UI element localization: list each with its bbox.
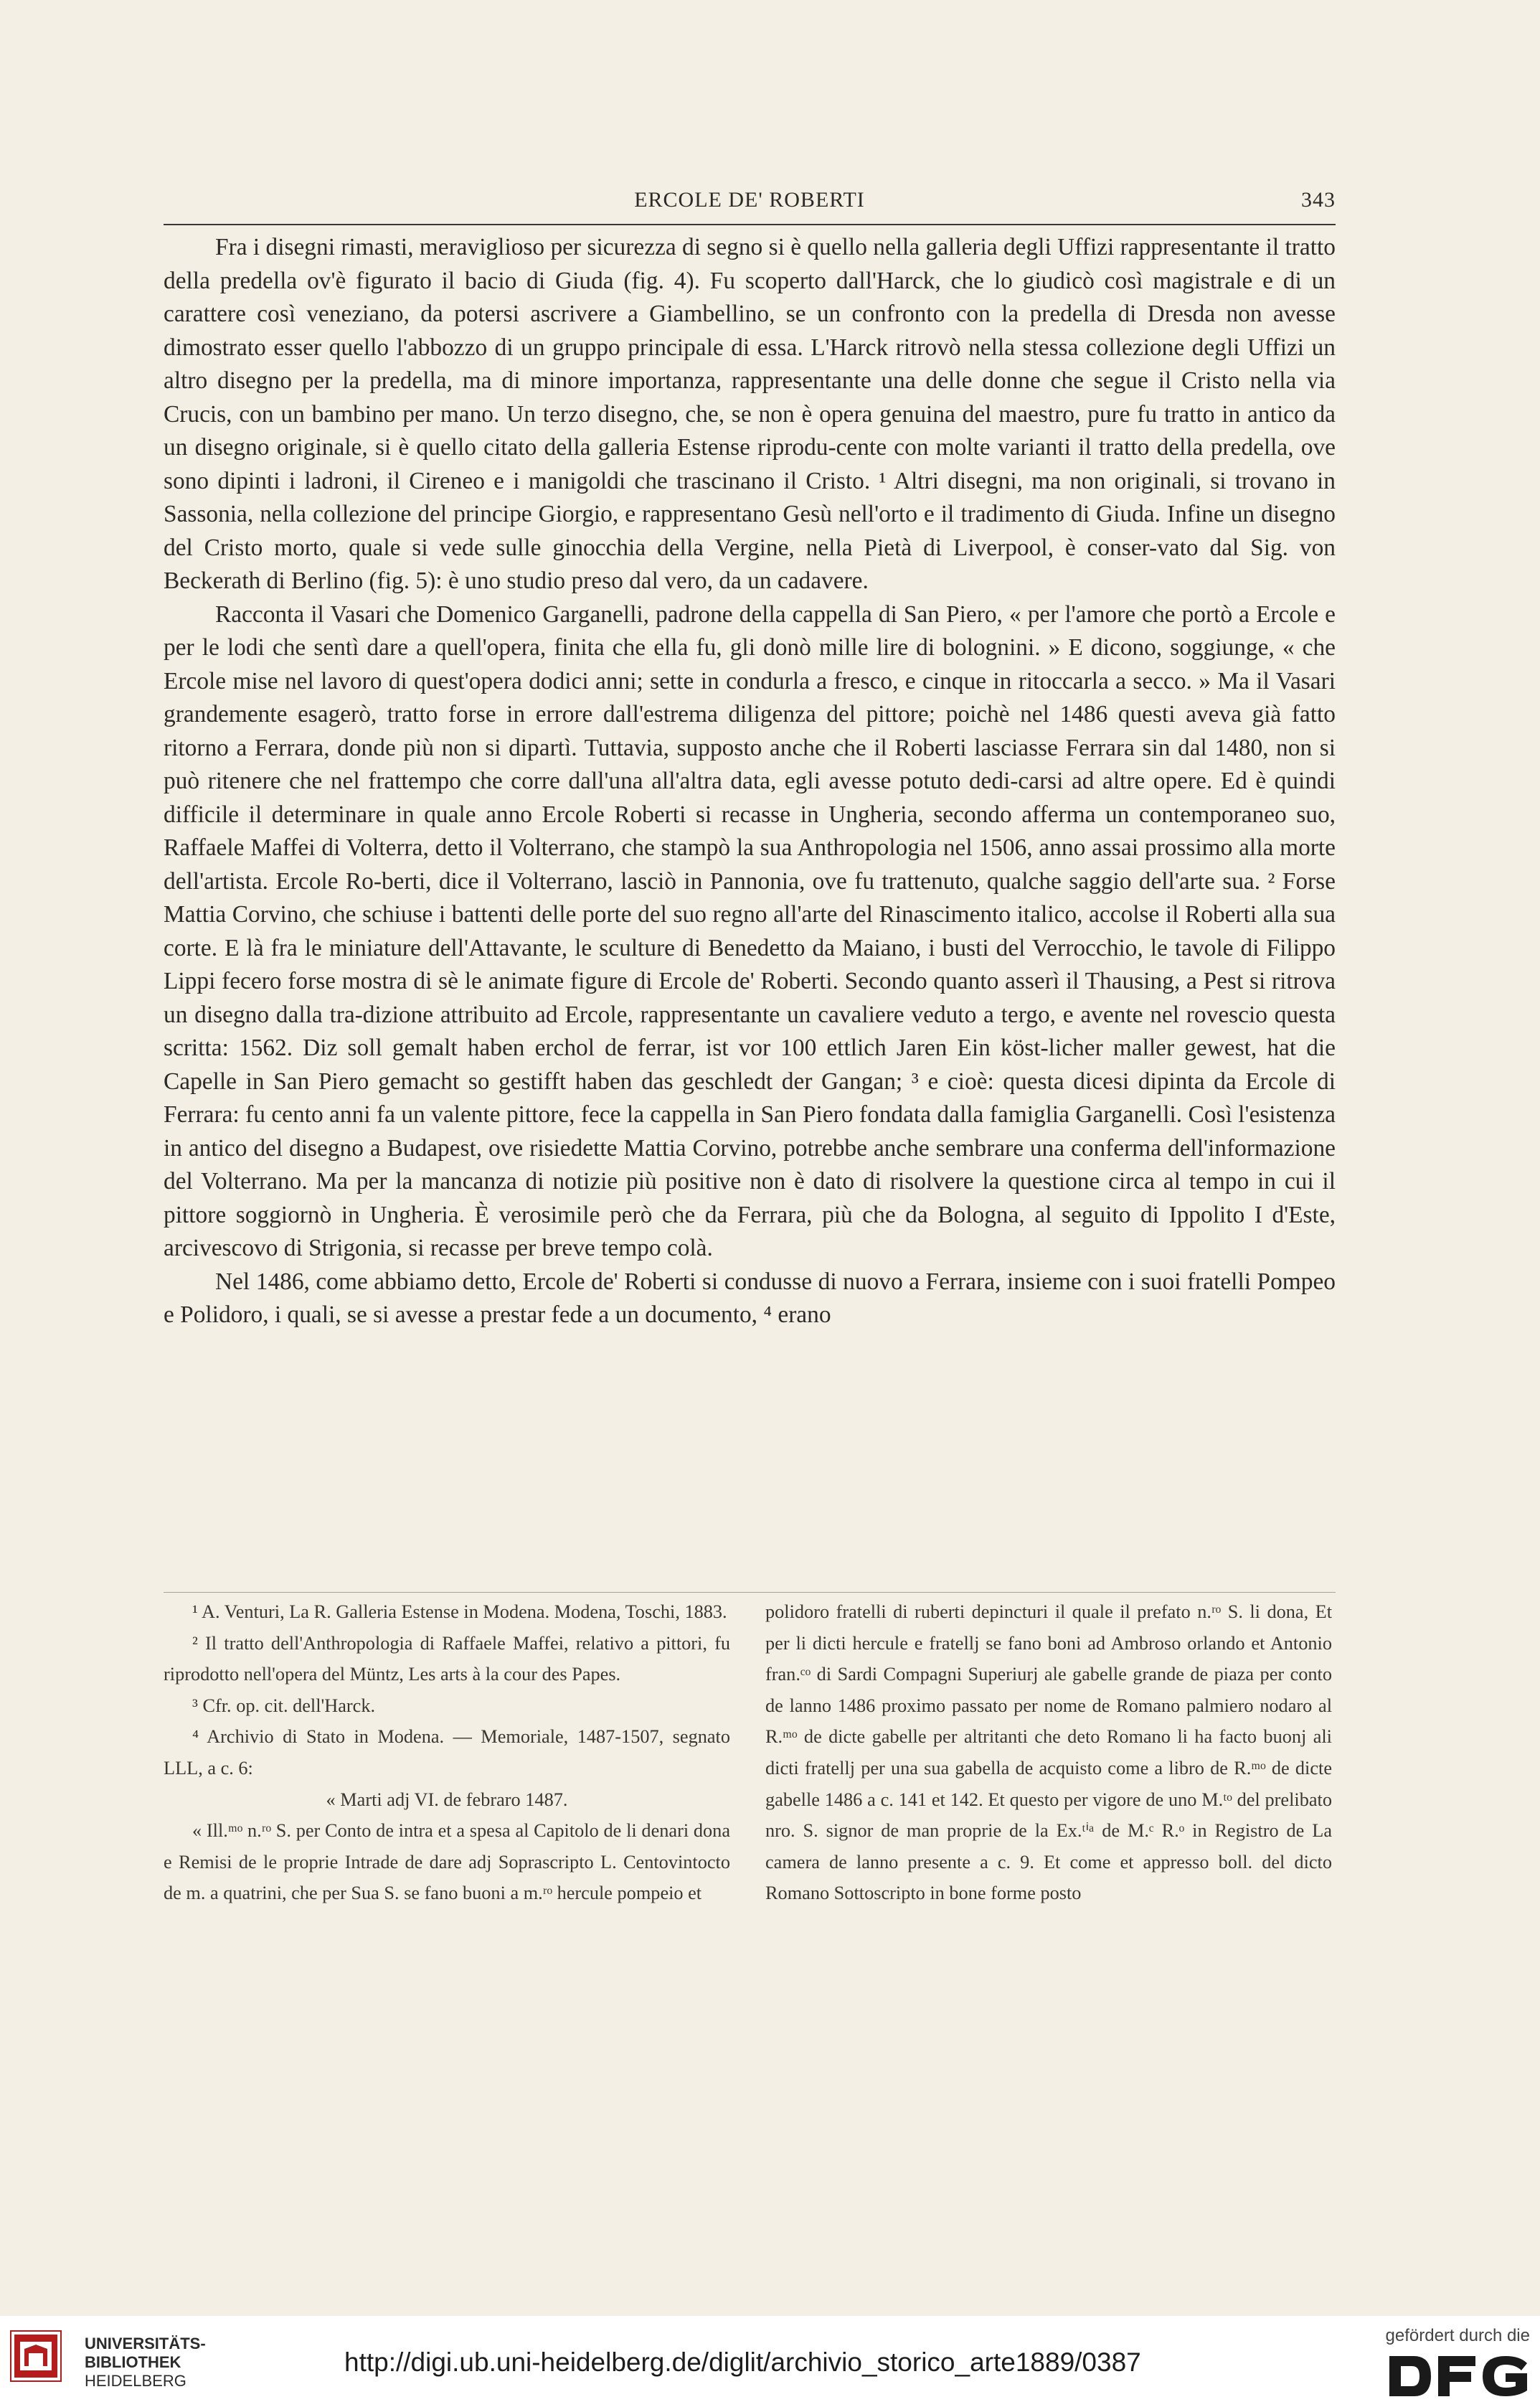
footnote-quote-line: « Marti adj VI. de febraro 1487.: [326, 1789, 568, 1810]
running-title: ERCOLE DE' ROBERTI: [634, 188, 865, 212]
footnote: ¹ A. Venturi, La R. Galleria Estense in Modena. Modena, Toschi, 1883.: [192, 1601, 727, 1622]
paragraph: Nel 1486, come abbiamo detto, Ercole de' Roberti si condusse di nuovo a Ferrara, insieme con i suoi fratelli Pompeo e Polidoro, i quali, se si avesse a prestar fede a un documento, ⁴ erano: [164, 1268, 1336, 1328]
university-seal-icon: [10, 2330, 62, 2382]
running-header: [164, 188, 1336, 224]
funder-label: gefördert durch die: [1385, 2326, 1530, 2345]
footnote: ⁴ Archivio di Stato in Modena. — Memoriale, 1487-1507, segnato LLL, a c. 6:: [164, 1726, 730, 1779]
digitization-footer: [0, 2316, 1540, 2407]
funder-block[interactable]: [1379, 2326, 1530, 2401]
footnotes-left-column: [164, 1596, 730, 1909]
paragraph: Racconta il Vasari che Domenico Garganelli, padrone della cappella di San Piero, « per l'amore che portò a Ercole e per le lodi che sentì dare a quell'opera, finita che ella fu, gli donò mille lire di bolognini. » E dicono, soggiunge, « che Ercole mise nel lavoro di quest'opera dodici anni; sette in condurla a fresco, e cinque in ritoccarla a secco. » Ma il Vasari grandemente esagerò, tratto forse in errore dall'estrema diligenza del pittore; poichè nel 1486 questi aveva già fatto ritorno a Ferrara, donde più non si dipartì. Tuttavia, supposto anche che il Roberti lasciasse Ferrara sin dal 1480, non si può ritenere che nel frattempo che corre dall'una all'altra data, egli avesse potuto dedi-carsi ad altre opere. Ed è quindi difficile il determinare in quale anno Ercole Roberti si recasse in Ungheria, secondo afferma un contemporaneo suo, Raffaele Maffei di Volterra, detto il Volterrano, che stampò la sua Anthropologia nel 1506, anno assai prossimo alla morte dell'artista. Ercole Ro-berti, dice il Volterrano, lasciò in Pannonia, ove fu trattenuto, qualche saggio dell'arte sua. ² Forse Mattia Corvino, che schiuse i battenti delle porte del suo regno all'arte del Rinascimento italico, accolse il Roberti alla sua corte. E là fra le miniature dell'Attavante, le sculture di Benedetto da Maiano, i busti del Verrocchio, le tavole di Filippo Lippi fecero forse mostra di sè le animate figure di Ercole de' Roberti. Secondo quanto asserì il Thausing, a Pest si ritrova un disegno dalla tra-dizione attribuito ad Ercole, rappresentante un cavaliere veduto a tergo, e avente nel rovescio questa scritta: 1562. Diz soll gemalt haben erchol de ferrar, ist vor 100 ettlich Jaren Ein köst-licher maller gewest, hat die Capelle in San Piero gemacht so gestifft haben das geschledt der Gangan; ³ e cioè: questa dicesi dipinta da Ercole di Ferrara: fu cento anni fa un valente pittore, fece la cappella in San Piero fondata dalla famiglia Garganelli. Così l'esistenza in antico del disegno a Budapest, ove risiedette Mattia Corvino, potrebbe anche sembrare una conferma dell'informazione del Volterrano. Ma per la mancanza di notizie più positive non è dato di risolvere la questione circa al tempo in cui il pittore soggiornò in Ungheria. È verosimile però che da Ferrara, più che da Bologna, al seguito di Ippolito I d'Este, arcivescovo di Strigonia, si recasse per breve tempo colà.: [164, 600, 1336, 1261]
footnote: ² Il tratto dell'Anthropologia di Raffaele Maffei, relativo a pittori, fu riprodotto nell'opera del Müntz, Les arts à la cour des Papes.: [164, 1632, 730, 1685]
main-text: [164, 231, 1336, 1332]
header-rule: [164, 224, 1336, 225]
page-number: 343: [1301, 188, 1336, 212]
footnote: « Ill.ᵐᵒ n.ʳᵒ S. per Conto de intra et a spesa al Capitolo de li denari dona e Remisi de le proprie Intrade de dare adj Soprascripto L. Centovintocto de m. a quatrini, che per Sua S. se fano buoni a m.ʳᵒ hercule pompeio et: [164, 1820, 730, 1904]
source-url-link[interactable]: http://digi.ub.uni-heidelberg.de/diglit/archivio_storico_arte1889/0387: [344, 2347, 1141, 2377]
paragraph: Fra i disegni rimasti, meraviglioso per sicurezza di segno si è quello nella galleria degli Uffizi rappresentante il tratto della predella ov'è figurato il bacio di Giuda (fig. 4). Fu scoperto dall'Harck, che lo giudicò così magistrale e di un carattere così veneziano, da potersi ascrivere a Giambellino, se un confronto con la predella di Dresda non avesse dimostrato esser quello l'abbozzo di un gruppo principale di essa. L'Harck ritrovò nella stessa collezione degli Uffizi un altro disegno per la predella, ma di minore importanza, rappresentante una delle donne che segue il Cristo nella via Crucis, con un bambino per mano. Un terzo disegno, che, se non è opera genuina del maestro, pure fu tratto in antico da un disegno originale, si è quello citato della galleria Estense riprodu-cente con molte varianti il tratto della predella, ove sono dipinti i ladroni, il Cireneo e i manigoldi che trascinano il Cristo. ¹ Altri disegni, ma non originali, si trovano in Sassonia, nella collezione del principe Giorgio, e rappresentano Gesù nell'orto e il tradimento di Giuda. Infine un disegno del Cristo morto, quale si vede sulle ginocchia della Vergine, nella Pietà di Liverpool, è conser-vato dal Sig. von Beckerath di Berlino (fig. 5): è uno studio preso dal vero, da un cadavere.: [164, 234, 1336, 594]
dfg-logo-icon: [1387, 2353, 1530, 2399]
library-logo[interactable]: [10, 2324, 206, 2396]
footnotes-right-column: [765, 1596, 1332, 1909]
footnote: ³ Cfr. op. cit. dell'Harck.: [192, 1695, 376, 1716]
library-name: UNIVERSITÄTS- BIBLIOTHEK HEIDELBERG: [85, 2335, 206, 2390]
footnote-continuation: polidoro fratelli di ruberti depincturi il quale il prefato n.ʳᵒ S. li dona, Et per li dicti hercule e fratellj se fano boni ad Ambroso orlando et Antonio fran.ᶜᵒ di Sardi Compagni Superiurj ale gabelle grande de piaza per conto de lanno 1486 proximo passato per nome de Romano palmiero nodaro al R.ᵐᵒ de dicte gabelle per altritanti che deto Romano li ha facto buonj ali dicti fratellj per una sua gabella de acquisto come a libro de R.ᵐᵒ de dicte gabelle 1486 a c. 141 et 142. Et questo per vigore de uno M.ᵗᵒ del prelibato nro. S. signor de man proprie de la Ex.ᵗⁱᵃ de M.ᶜ R.ᵒ in Registro de La camera de lanno presente a c. 9. Et come et appresso boll. del dicto Romano Sottoscripto in bone forme posto: [765, 1601, 1332, 1904]
footnote-separator: [164, 1592, 1336, 1593]
